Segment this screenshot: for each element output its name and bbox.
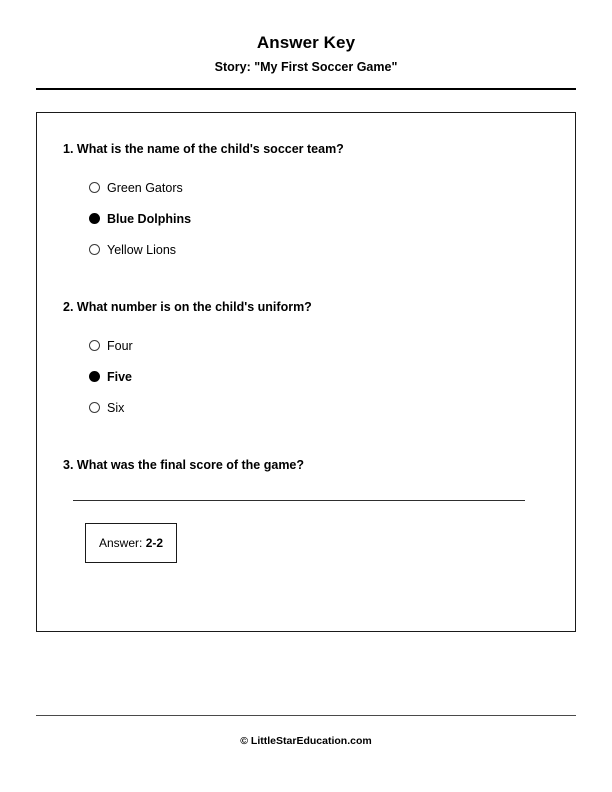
option-label: Six xyxy=(107,400,125,415)
option-label: Five xyxy=(107,369,133,384)
option-1-1[interactable] xyxy=(89,172,549,203)
radio-unselected-icon[interactable] xyxy=(89,402,100,413)
option-list-1 xyxy=(63,172,549,265)
option-2-2[interactable] xyxy=(89,361,549,392)
option-label: Yellow Lions xyxy=(107,242,177,257)
option-label: Green Gators xyxy=(107,180,183,195)
questions-container xyxy=(36,112,576,632)
page-title: Answer Key xyxy=(256,33,356,52)
radio-selected-icon[interactable] xyxy=(89,371,100,382)
question-text-1: 1. What is the name of the child's soccer team? xyxy=(63,142,344,156)
option-label: Four xyxy=(107,338,133,353)
radio-unselected-icon[interactable] xyxy=(89,244,100,255)
option-label: Blue Dolphins xyxy=(107,211,192,226)
question-block-1 xyxy=(63,141,549,265)
answer-writing-line xyxy=(73,500,525,501)
question-block-3 xyxy=(63,457,549,563)
question-text-2: 2. What number is on the child's uniform? xyxy=(63,300,312,314)
option-1-3[interactable] xyxy=(89,234,549,265)
answer-box-value: 2-2 xyxy=(145,536,164,550)
option-2-1[interactable] xyxy=(89,330,549,361)
radio-unselected-icon[interactable] xyxy=(89,340,100,351)
radio-selected-icon[interactable] xyxy=(89,213,100,224)
answer-box-label: Answer: xyxy=(99,536,143,550)
question-block-2 xyxy=(63,299,549,423)
page-subtitle: Story: "My First Soccer Game" xyxy=(214,60,398,74)
option-2-3[interactable] xyxy=(89,392,549,423)
question-text-3: 3. What was the final score of the game? xyxy=(63,458,305,472)
questions-list xyxy=(37,113,575,563)
radio-unselected-icon[interactable] xyxy=(89,182,100,193)
header-divider xyxy=(36,88,576,90)
page-header xyxy=(0,0,612,90)
page-footer xyxy=(36,715,576,748)
option-1-2[interactable] xyxy=(89,203,549,234)
option-list-2 xyxy=(63,330,549,423)
footer-copyright: © LittleStarEducation.com xyxy=(240,735,372,747)
footer-divider xyxy=(36,715,576,716)
answer-box xyxy=(85,523,177,563)
